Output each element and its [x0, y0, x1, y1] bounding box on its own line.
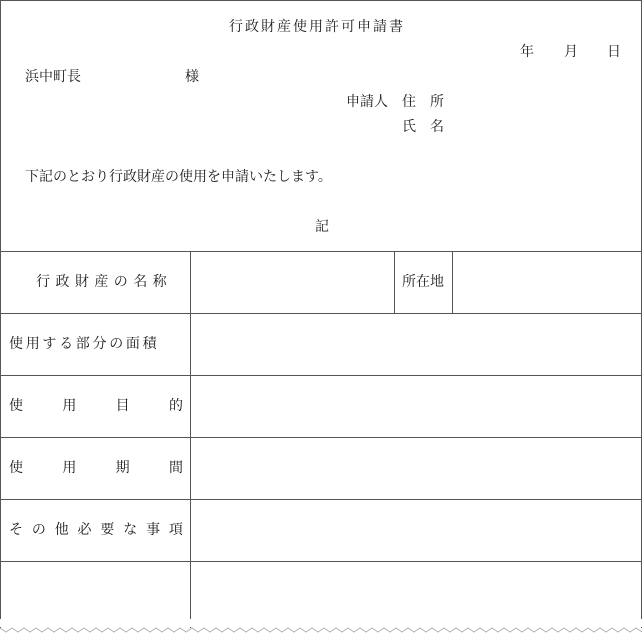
location-divider-right	[452, 251, 453, 313]
row-label-area: 使用する部分の面積	[9, 336, 160, 352]
addressee: 浜中町長	[25, 69, 81, 85]
label-char: 間	[168, 460, 183, 476]
name-label: 氏 名	[402, 119, 444, 135]
label-column-divider	[190, 251, 191, 628]
table-row-divider	[1, 561, 641, 562]
torn-edge	[0, 619, 642, 627]
blank-row-field[interactable]	[192, 563, 640, 620]
label-char: 政	[55, 274, 70, 290]
label-char: 用	[62, 460, 77, 476]
form-title: 行政財産使用許可申請書	[229, 19, 405, 35]
label-char: 称	[152, 274, 167, 290]
location-divider-left	[394, 251, 395, 313]
label-char: な	[123, 522, 138, 538]
applicant-label: 申請人	[346, 94, 388, 110]
label-char: 他	[54, 522, 69, 538]
honorific: 様	[185, 69, 199, 85]
row-label-period	[9, 460, 183, 476]
label-char: 目	[115, 398, 130, 414]
label-char: 使	[9, 460, 23, 476]
table-row-divider	[1, 499, 641, 500]
label-char: 要	[100, 522, 115, 538]
label-char: 的	[168, 398, 183, 414]
other-field[interactable]	[192, 501, 640, 560]
period-field[interactable]	[192, 439, 640, 498]
torn-edge-line	[0, 626, 642, 634]
blank-row-label	[2, 563, 189, 620]
label-char: 用	[62, 398, 77, 414]
label-char: そ	[9, 522, 23, 538]
row-label-other	[9, 522, 183, 538]
property-name-field[interactable]	[192, 253, 393, 312]
location-label: 所在地	[402, 274, 444, 290]
table-top-border	[1, 251, 641, 252]
label-char: 必	[77, 522, 92, 538]
table-row-divider	[1, 437, 641, 438]
date-day-label: 日	[607, 44, 621, 60]
location-field[interactable]	[454, 253, 640, 312]
table-row-divider	[1, 375, 641, 376]
label-char: の	[31, 522, 46, 538]
area-field[interactable]	[192, 315, 640, 374]
address-label: 住 所	[402, 94, 444, 110]
row-label-purpose	[9, 398, 183, 414]
label-char: 事	[146, 522, 161, 538]
label-char: の	[113, 274, 128, 290]
row-label-property-name	[9, 274, 183, 290]
date-month-label: 月	[564, 44, 578, 60]
ki-label: 記	[315, 219, 329, 235]
label-char: 期	[115, 460, 130, 476]
label-char: 行	[36, 274, 51, 290]
label-char: 名	[133, 274, 148, 290]
label-char: 項	[168, 522, 183, 538]
purpose-field[interactable]	[192, 377, 640, 436]
label-char: 財	[74, 274, 89, 290]
label-char: 使	[9, 398, 23, 414]
date-year-label: 年	[520, 44, 534, 60]
table-row-divider	[1, 313, 641, 314]
application-statement: 下記のとおり行政財産の使用を申請いたします。	[25, 169, 332, 185]
label-char: 産	[94, 274, 109, 290]
